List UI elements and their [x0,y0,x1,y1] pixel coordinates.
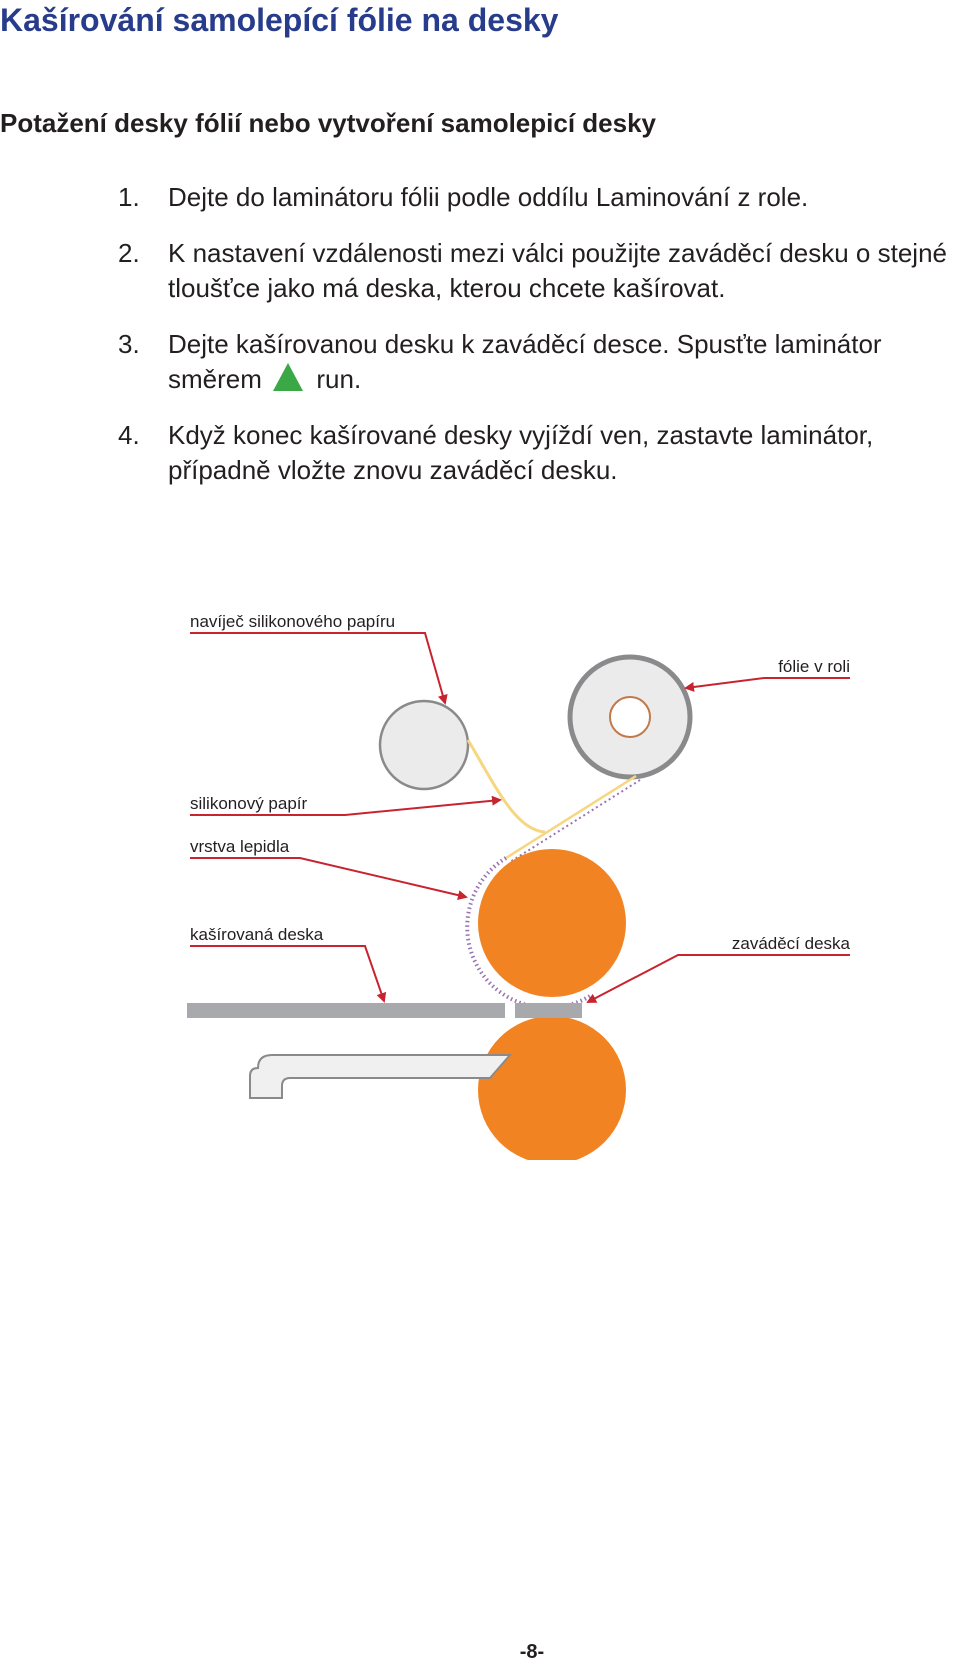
top-roller [478,849,626,997]
step-2 [118,236,960,306]
feed-tray [250,1055,510,1098]
leader-adhesive [190,858,466,897]
run-direction-triangle-icon [273,363,303,391]
step-number: 1. [118,182,140,212]
label-winder: navíječ silikonového papíru [190,612,396,631]
laminator-diagram [0,600,960,1160]
lead-board [515,1003,582,1018]
silicone-paper-winder [380,701,468,789]
film-web [506,776,636,858]
leader-winder [190,633,445,703]
leader-lead-board [588,955,850,1002]
steps-list [118,180,960,509]
silicone-paper-strip [468,740,545,832]
film-roll-core [610,697,650,737]
label-laminated-board: kašírovaná deska [190,925,324,944]
step-number: 2. [118,238,140,268]
step-text: Když konec kašírované desky vyjíždí ven, zastavte laminátor, případně vložte znovu zaváděcí desku. [168,420,874,485]
step-text: Dejte kašírovanou desku k zaváděcí desce. Spusťte laminátor směrem [168,329,882,394]
step-4 [118,418,960,488]
label-silicone-paper: silikonový papír [190,794,308,813]
label-film-roll: fólie v roli [778,657,850,676]
step-text: Dejte do laminátoru fólii podle oddílu Laminování z role. [168,182,809,212]
leader-film-roll [686,678,850,688]
bottom-roller [478,1016,626,1160]
step-text: K nastavení vzdálenosti mezi válci použijte zaváděcí desku o stejné tloušťce jako má deska, kterou chcete kašírovat. [168,238,947,303]
step-3 [118,327,960,397]
section-heading: Potažení desky fólií nebo vytvoření samolepicí desky [0,108,657,138]
laminated-board [187,1003,505,1018]
step-1 [118,180,960,215]
step-number: 4. [118,420,140,450]
label-adhesive-layer: vrstva lepidla [190,837,290,856]
label-lead-board: zaváděcí deska [731,934,850,953]
page-title: Kašírování samolepící fólie na desky [0,2,559,38]
leader-laminated-board [190,946,384,1001]
step-number: 3. [118,329,140,359]
page-number: -8- [519,1641,545,1663]
film-web-dotted [510,780,640,862]
laminator-diagram-svg [0,600,960,1160]
step-text-suffix: run. [316,364,362,394]
